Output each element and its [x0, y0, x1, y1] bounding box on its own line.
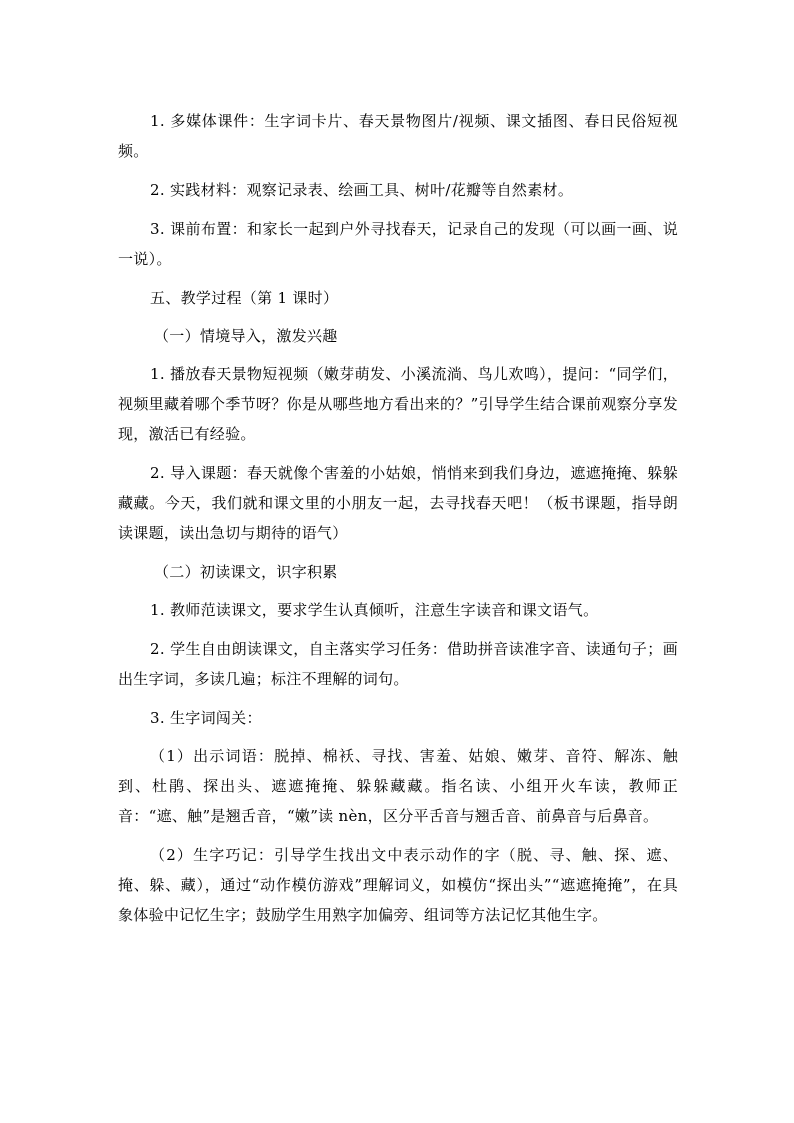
- paragraph-teacher-reading: 1. 教师范读课文，要求学生认真倾听，注意生字读音和课文语气。: [150, 601, 599, 619]
- paragraph-student-reading: 2. 学生自由朗读课文，自主落实学习任务：借助拼音读准字音、读通句子；画出生字词，多读几遍；标注不理解的词句。: [118, 640, 678, 688]
- document-body: [118, 106, 678, 930]
- paragraph-materials-preclass: 3. 课前布置：和家长一起到户外寻找春天，记录自己的发现（可以画一画、说一说）。: [118, 220, 678, 268]
- subheading-first-reading: （二）初读课文，识字积累: [154, 563, 338, 581]
- paragraph-show-words: （1）出示词语：脱掉、棉袄、寻找、害羞、姑娘、嫩芽、音符、解冻、触到、杜鹃、探出头、遮遮掩掩、躲躲藏藏。指名读、小组开火车读，教师正音：“遮、触”是翘舌音，“嫩”读 nèn，区分平舌音与翘舌音、前鼻音与后鼻音。: [118, 747, 678, 825]
- paragraph-materials-practice: 2. 实践材料：观察记录表、绘画工具、树叶/花瓣等自然素材。: [150, 181, 574, 199]
- paragraph-introduce-topic: 2. 导入课题：春天就像个害羞的小姑娘，悄悄来到我们身边，遮遮掩掩、躲躲藏藏。今天，我们就和课文里的小朋友一起，去寻找春天吧！（板书课题，指导朗读课题，读出急切与期待的语气）: [118, 464, 678, 542]
- paragraph-vocab-challenge: 3. 生字词闯关：: [150, 709, 262, 727]
- section-heading-teaching-process: 五、教学过程（第 1 课时）: [150, 289, 339, 307]
- paragraph-memorize-characters: （2）生字巧记：引导学生找出文中表示动作的字（脱、寻、触、探、遮、掩、躲、藏），通过“动作模仿游戏”理解词义，如模仿“探出头”“遮遮掩掩”，在具象体验中记忆生字；鼓励学生用熟字加偏旁、组词等方法记忆其他生字。: [118, 846, 678, 924]
- paragraph-materials-multimedia: 1. 多媒体课件：生字词卡片、春天景物图片/视频、课文插图、春日民俗短视频。: [118, 112, 678, 160]
- paragraph-play-video: 1. 播放春天景物短视频（嫩芽萌发、小溪流淌、鸟儿欢鸣），提问：“同学们，视频里藏着哪个季节呀？你是从哪些地方看出来的？”引导学生结合课前观察分享发现，激活已有经验。: [118, 365, 678, 443]
- subheading-situation-intro: （一）情境导入，激发兴趣: [154, 327, 338, 345]
